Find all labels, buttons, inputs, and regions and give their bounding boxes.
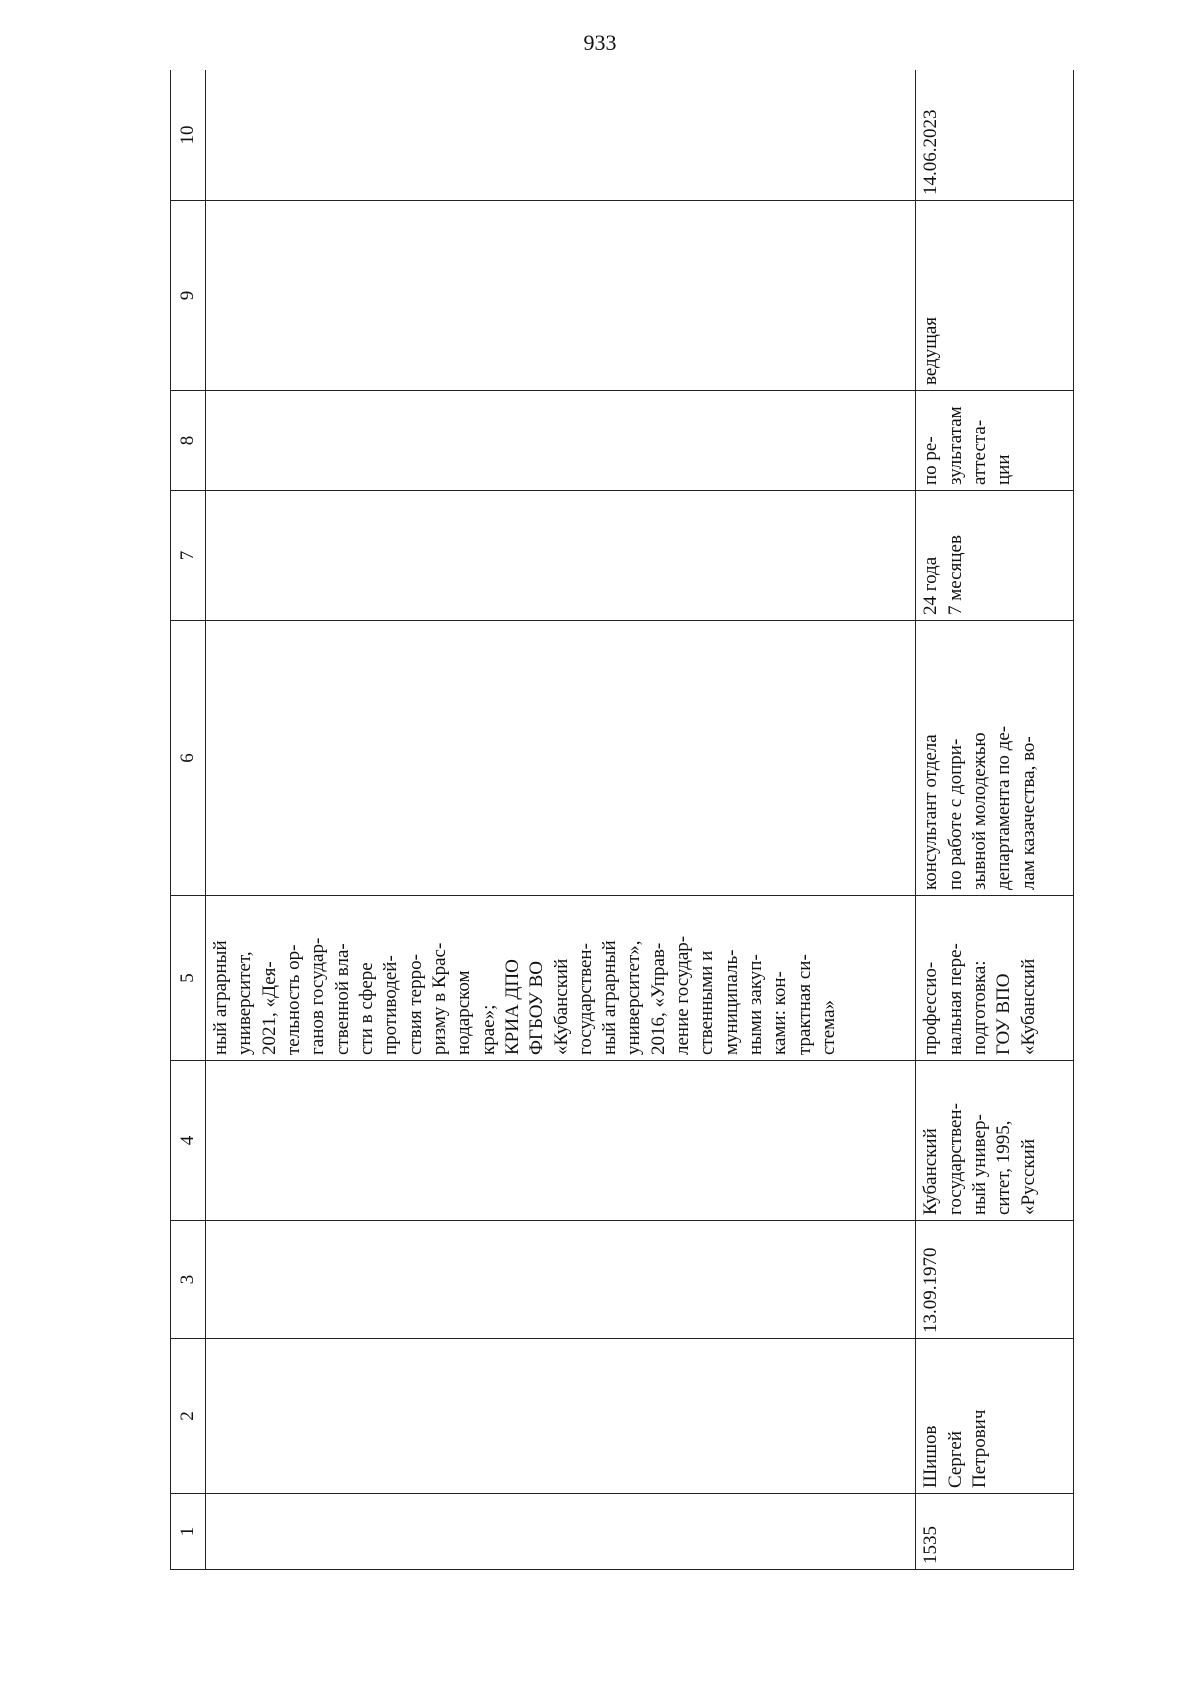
column-header-1: 1 xyxy=(171,1494,206,1570)
column-header-10: 10 xyxy=(171,70,206,201)
position-group: ведущая xyxy=(916,201,1074,391)
column-header-7: 7 xyxy=(171,491,206,621)
cont-cell-4 xyxy=(206,1061,916,1221)
column-header-3: 3 xyxy=(171,1221,206,1339)
header-row xyxy=(171,70,206,1570)
cont-cell-3 xyxy=(206,1221,916,1339)
professional-retraining: профессио- нальная пере- подготовка: ГОУ ВПО «Кубанский xyxy=(916,896,1074,1061)
register-table xyxy=(170,70,1074,1570)
cont-cell-7 xyxy=(206,491,916,621)
cont-cell-10 xyxy=(206,70,916,201)
column-header-8: 8 xyxy=(171,391,206,491)
cont-cell-9 xyxy=(206,201,916,391)
rotated-table-frame xyxy=(170,70,1074,1570)
education: Кубанский государствен- ный универ- ситет, 1995, «Русский xyxy=(916,1061,1074,1221)
rotated-table-content xyxy=(170,70,1074,1570)
education-courses-text: ный аграрный университет, 2021, «Дея- тельность ор- ганов государ- ственной вла- сти в сфере противодей- ствия терро- ризму в Крас- нодарском крае»; КРИА ДПО ФГБОУ ВО «Кубанский государствен- ный аграрный университет», 2016, «Управ- ление государ- ственными и муниципаль- ными закуп- ками: кон- трактная си- стема» xyxy=(210,935,839,1055)
position: консультант отдела по работе с допри- зывной молодежью департамента по де- лам казачества, во- xyxy=(916,621,1074,896)
cont-cell-2 xyxy=(206,1339,916,1494)
column-header-5: 5 xyxy=(171,896,206,1061)
page-number: 933 xyxy=(583,30,617,55)
continuation-row xyxy=(206,70,916,1570)
column-header-6: 6 xyxy=(171,621,206,896)
column-header-9: 9 xyxy=(171,201,206,391)
table-row xyxy=(916,70,1074,1570)
column-header-4: 4 xyxy=(171,1061,206,1221)
birth-date: 13.09.1970 xyxy=(916,1221,1074,1339)
cont-cell-8 xyxy=(206,391,916,491)
cont-cell-6 xyxy=(206,621,916,896)
inclusion-date: 14.06.2023 xyxy=(916,70,1074,201)
full-name: Шишов Сергей Петрович xyxy=(916,1339,1074,1494)
row-number: 1535 xyxy=(916,1494,1074,1570)
cont-cell-education-courses xyxy=(206,896,916,1061)
column-header-2: 2 xyxy=(171,1339,206,1494)
inclusion-basis: по ре- зультатам аттеста- ции xyxy=(916,391,1074,491)
cont-cell-1 xyxy=(206,1494,916,1570)
service-length: 24 года 7 месяцев xyxy=(916,491,1074,621)
